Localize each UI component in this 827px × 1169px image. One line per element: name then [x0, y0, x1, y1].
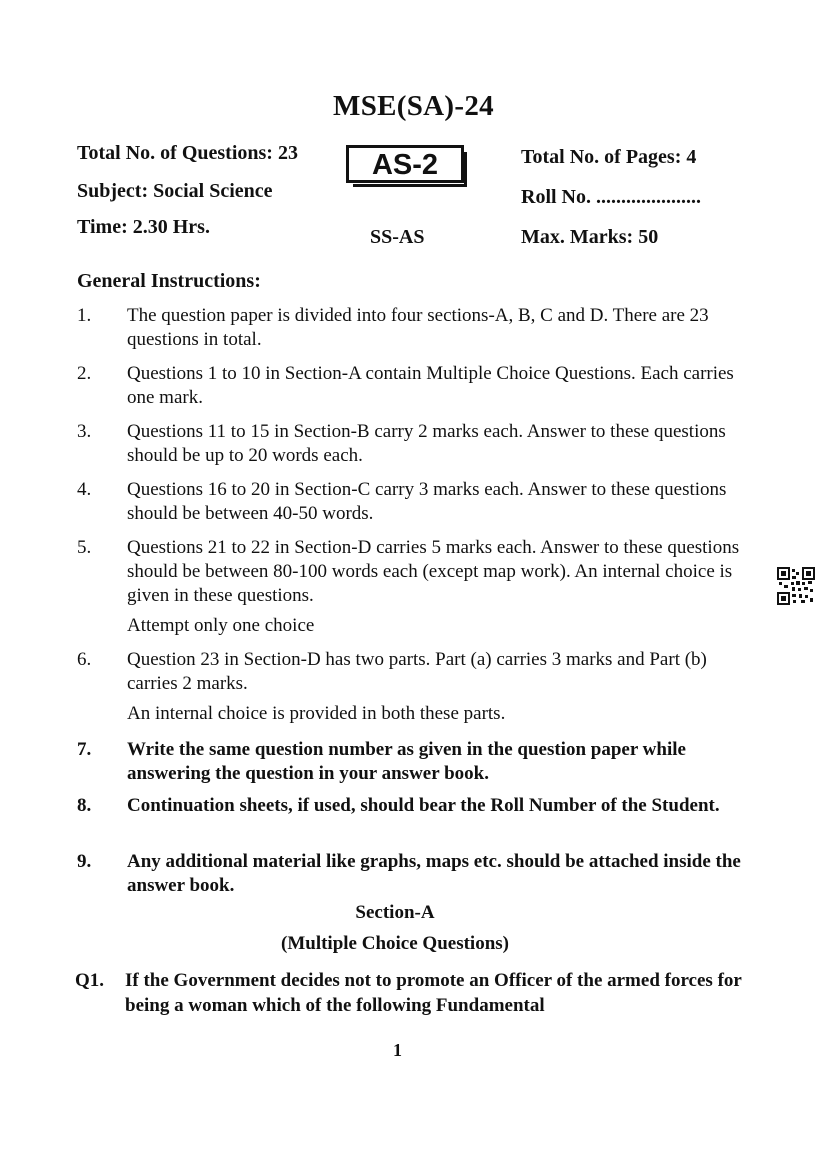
question-1 [75, 968, 745, 1018]
section-title: Section-A [355, 902, 435, 923]
instruction-text: The question paper is divided into four sections-A, B, C and D. There are 23 questions in total. [127, 305, 709, 350]
instruction-number: 3. [77, 421, 92, 442]
instruction-number: 2. [77, 363, 92, 384]
instruction-item [77, 850, 742, 898]
instruction-item [77, 304, 742, 352]
instruction-text: Any additional material like graphs, maps etc. should be attached inside the answer book. [127, 851, 741, 896]
subject: Subject: Social Science [77, 180, 273, 202]
instruction-note: Attempt only one choice [127, 615, 315, 636]
instruction-item [77, 794, 742, 818]
instruction-item [77, 362, 742, 410]
instruction-text: Write the same question number as given in the question paper while answering the question in your answer book. [127, 739, 686, 784]
instruction-number: 4. [77, 479, 92, 500]
instruction-note: An internal choice is provided in both these parts. [127, 703, 506, 724]
instruction-number: 9. [77, 851, 92, 872]
total-pages: Total No. of Pages: 4 [521, 146, 697, 168]
max-marks: Max. Marks: 50 [521, 226, 659, 248]
question-text: If the Government decides not to promote an Officer of the armed forces for being a woman which of the following Fundamental [125, 970, 742, 1016]
instruction-number: 1. [77, 305, 92, 326]
instruction-item [77, 478, 742, 526]
instruction-text: Questions 1 to 10 in Section-A contain Multiple Choice Questions. Each carries one mark. [127, 363, 734, 408]
instructions-heading: General Instructions: [77, 270, 261, 292]
qr-code-icon [777, 567, 815, 605]
instruction-number: 8. [77, 795, 92, 816]
roll-number: Roll No. ..................... [521, 186, 701, 208]
instruction-item [77, 738, 742, 786]
paper-id: SS-AS [370, 226, 425, 248]
page-number: 1 [393, 1040, 402, 1060]
instruction-text: Questions 11 to 15 in Section-B carry 2 marks each. Answer to these questions should be up to 20 words each. [127, 421, 726, 466]
instruction-number: 5. [77, 537, 92, 558]
set-code-box: AS-2 [346, 145, 464, 183]
total-questions: Total No. of Questions: 23 [77, 142, 298, 164]
instruction-text: Questions 16 to 20 in Section-C carry 3 marks each. Answer to these questions should be between 40-50 words. [127, 479, 727, 524]
instruction-text: Question 23 in Section-D has two parts. Part (a) carries 3 marks and Part (b) carries 2 marks. [127, 649, 707, 694]
instruction-item [77, 648, 742, 726]
time-allowed: Time: 2.30 Hrs. [77, 216, 210, 238]
paper-code: MSE(SA)-24 [333, 90, 494, 122]
instruction-text: Questions 21 to 22 in Section-D carries 5 marks each. Answer to these questions should be between 80-100 words each (except map work). An internal choice is given in these questions. [127, 537, 740, 606]
instruction-number: 6. [77, 649, 92, 670]
instruction-item [77, 420, 742, 468]
instruction-text: Continuation sheets, if used, should bear the Roll Number of the Student. [127, 795, 720, 816]
instruction-item [77, 536, 742, 638]
instruction-number: 7. [77, 739, 92, 760]
question-number: Q1. [75, 970, 105, 991]
section-subtitle: (Multiple Choice Questions) [281, 933, 509, 954]
